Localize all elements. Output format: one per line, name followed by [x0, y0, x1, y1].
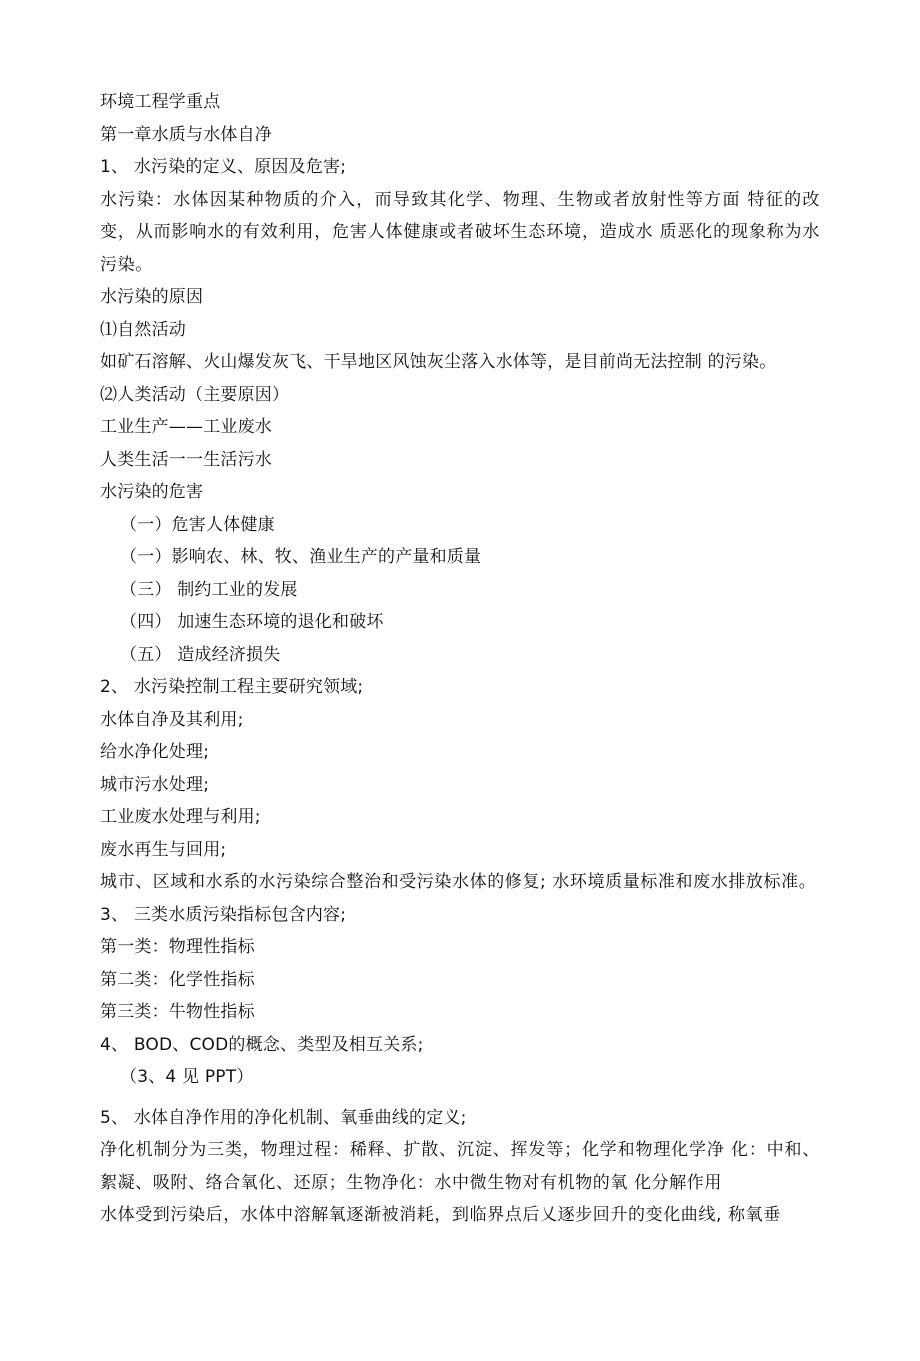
list-item: 第二类：化学性指标 — [100, 969, 255, 990]
list-item: 废水再生与回用; — [100, 839, 227, 860]
subheading: 水污染的危害 — [100, 482, 204, 502]
list-item: （三） 制约工业的发展 — [120, 579, 298, 600]
question-heading: 4、 BOD、COD的概念、类型及相互关系; — [100, 1034, 424, 1055]
list-item: 城市污水处理; — [100, 774, 210, 795]
question-heading: 2、 水污染控制工程主要研究领域; — [100, 677, 364, 697]
list-item: 给水净化处理; — [100, 742, 210, 762]
document-body — [100, 86, 820, 1232]
question-heading: 5、 水体自净作用的净化机制、氧垂曲线的定义; — [100, 1107, 467, 1128]
document-title: 环境工程学重点 — [100, 92, 221, 112]
list-item: 第一类：物理性指标 — [100, 937, 255, 957]
note: （3、4 见 PPT） — [120, 1067, 254, 1087]
chapter-heading: 第一章水质与水体自净 — [100, 124, 272, 145]
subheading: 水污染的原因 — [100, 287, 204, 307]
list-item: 水体自净及其利用; — [100, 709, 244, 730]
paragraph: 如矿石溶解、火山爆发灰飞、干旱地区风蚀灰尘落入水体等，是目前尚无法控制 的污染。 — [100, 352, 777, 372]
list-item: （四） 加速生态环境的退化和破坏 — [120, 612, 384, 632]
paragraph: 城市、区域和水系的水污染综合整治和受污染水体的修复; 水环境质量标准和废水排放标准。 — [100, 872, 817, 892]
question-heading: 3、 三类水质污染指标包含内容; — [100, 904, 347, 925]
paragraph: 净化机制分为三类，物理过程：稀释、扩散、沉淀、挥发等；化学和物理化学净 化：中和、絮凝、吸附、络合氧化、还原；生物净化：水中微生物对有机物的氧 化分解作用 — [100, 1140, 820, 1193]
list-item: （一）危害人体健康 — [120, 514, 275, 535]
spacer — [100, 1094, 820, 1102]
paragraph: 水体受到污染后，水体中溶解氧逐渐被消耗，到临界点后乂逐步回升的变化曲线, 称氧垂 — [100, 1205, 781, 1225]
list-item: 工业废水处理与利用; — [100, 807, 261, 827]
list-item: 第三类：牛物性指标 — [100, 1002, 255, 1022]
list-item: （一）影响农、林、牧、渔业生产的产量和质量 — [120, 547, 482, 567]
list-item: 工业生产——工业废水 — [100, 417, 272, 437]
paragraph: 水污染：水体因某种物质的介入，而导致其化学、物理、生物或者放射性等方面 特征的改变，从而影响水的有效利用，危害人体健康或者破坏生态环境，造成水 质恶化的现象称为水污染。 — [100, 189, 820, 275]
question-heading: 1、 水污染的定义、原因及危害; — [100, 157, 347, 177]
list-item: （五） 造成经济损失 — [120, 644, 281, 665]
list-item: ⑵人类活动（主要原因） — [100, 384, 290, 405]
list-item: ⑴自然活动 — [100, 319, 186, 340]
list-item: 人类生活一一生活污水 — [100, 449, 272, 470]
